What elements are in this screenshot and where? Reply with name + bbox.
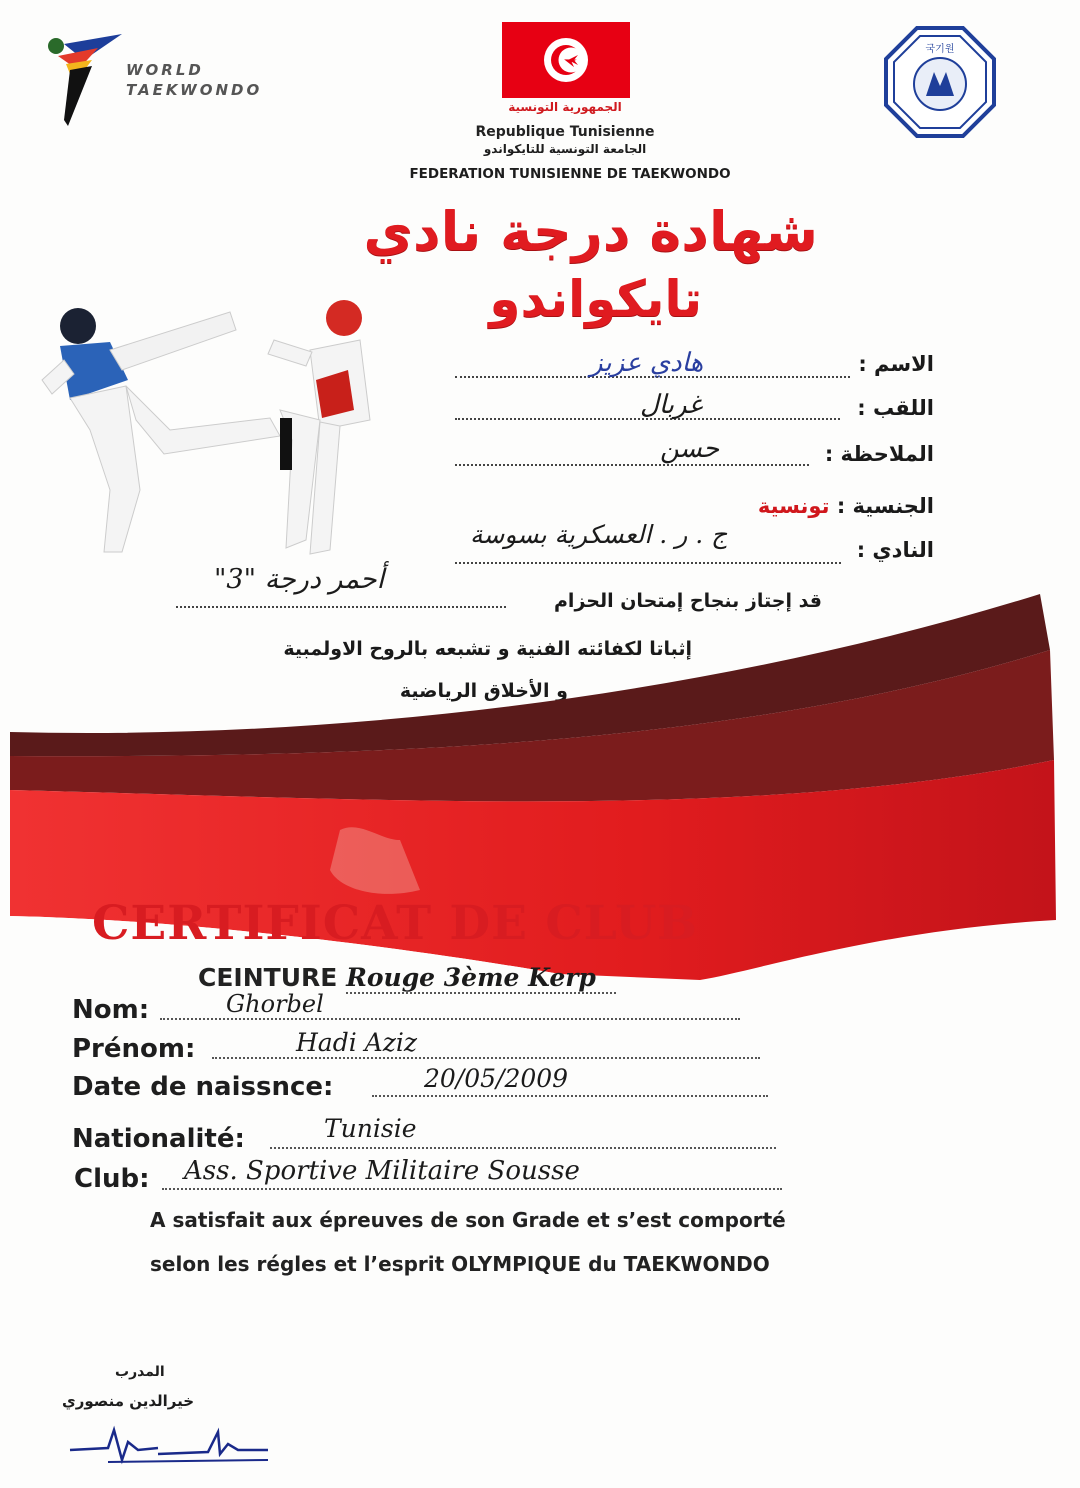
wt-logo-text: WORLD TAEKWONDO xyxy=(126,61,263,99)
belt-row xyxy=(198,963,616,992)
title-arabic-line2: تايكواندو xyxy=(489,270,702,328)
federation-arabic: الجامعة التونسية للتايكواندو xyxy=(483,142,647,156)
seal-korean-text: 국기원 xyxy=(925,44,955,55)
club-value: Ass. Sportive Militaire Sousse xyxy=(184,1156,580,1186)
french-statement-line2: selon les régles et l’esprit OLYMPIQUE du TAEKWONDO xyxy=(150,1252,770,1276)
title-arabic-line1: شهادة درجة نادي xyxy=(363,200,818,263)
republic-arabic: الجمهورية التونسية xyxy=(508,100,622,114)
arabic-remark-label: الملاحظة : xyxy=(824,442,934,466)
belt-label: CEINTURE xyxy=(198,963,338,992)
arabic-remark-value: حسن xyxy=(660,434,720,464)
prenom-value: Hadi Aziz xyxy=(296,1028,418,1057)
prenom-dotline xyxy=(212,1057,760,1059)
arabic-statement-line1: إثباتا لكفائته الفنية و تشبعه بالروح الاولمبية xyxy=(283,638,692,660)
federation-french: FEDERATION TUNISIENNE DE TAEKWONDO xyxy=(409,166,731,182)
arabic-name-label: الاسم : xyxy=(858,352,934,376)
coach-role: المدرب xyxy=(115,1364,165,1380)
arabic-exam-text: قد إجتاز بنجاح إمتحان الحزام xyxy=(554,590,822,612)
taekwondo-fighters-illustration xyxy=(30,290,420,580)
nationalite-value: Tunisie xyxy=(324,1114,417,1143)
dob-label: Date de naissnce: xyxy=(72,1072,334,1102)
arabic-statement-line2: و الأخلاق الرياضية xyxy=(399,680,568,702)
nom-label: Nom: xyxy=(72,995,150,1025)
kukkiwon-seal-icon xyxy=(884,26,996,138)
republic-french: Republique Tunisienne xyxy=(475,124,655,140)
dob-dotline xyxy=(372,1095,768,1097)
nom-dotline xyxy=(160,1018,740,1020)
arabic-club-value: ج . ر . العسكرية بسوسة xyxy=(470,520,728,549)
tunisia-flag-icon xyxy=(502,22,630,98)
arabic-nationality-value: تونسية xyxy=(757,494,830,518)
dob-value: 20/05/2009 xyxy=(424,1064,569,1093)
arabic-club-dotline xyxy=(455,562,841,564)
prenom-label: Prénom: xyxy=(72,1034,196,1064)
arabic-surname-label: اللقب : xyxy=(857,396,934,420)
arabic-exam-value: أحمر درجة "3" xyxy=(214,564,385,595)
arabic-surname-value: غربال xyxy=(640,390,702,420)
nationalite-label: Nationalité: xyxy=(72,1124,245,1154)
club-label: Club: xyxy=(74,1164,150,1194)
nationalite-dotline xyxy=(270,1147,776,1149)
wt-emblem-icon xyxy=(44,30,124,130)
arabic-nationality-row xyxy=(758,494,934,518)
coach-signature xyxy=(68,1420,278,1470)
arabic-remark-dotline xyxy=(455,464,809,466)
arabic-nationality-label: الجنسية : xyxy=(836,494,934,518)
arabic-club-label: النادي : xyxy=(856,538,934,562)
arabic-name-value: هادي عزيز xyxy=(590,348,704,378)
world-taekwondo-logo xyxy=(44,30,294,130)
belt-value: Rouge 3ème Kerp xyxy=(346,963,616,994)
certificate-title: CERTIFICAT DE CLUB xyxy=(92,896,698,951)
coach-name: خيرالدين منصوري xyxy=(62,1392,195,1410)
nom-value: Ghorbel xyxy=(226,990,324,1018)
french-statement-line1: A satisfait aux épreuves de son Grade et s’est comporté xyxy=(150,1208,786,1232)
club-dotline xyxy=(162,1188,782,1190)
